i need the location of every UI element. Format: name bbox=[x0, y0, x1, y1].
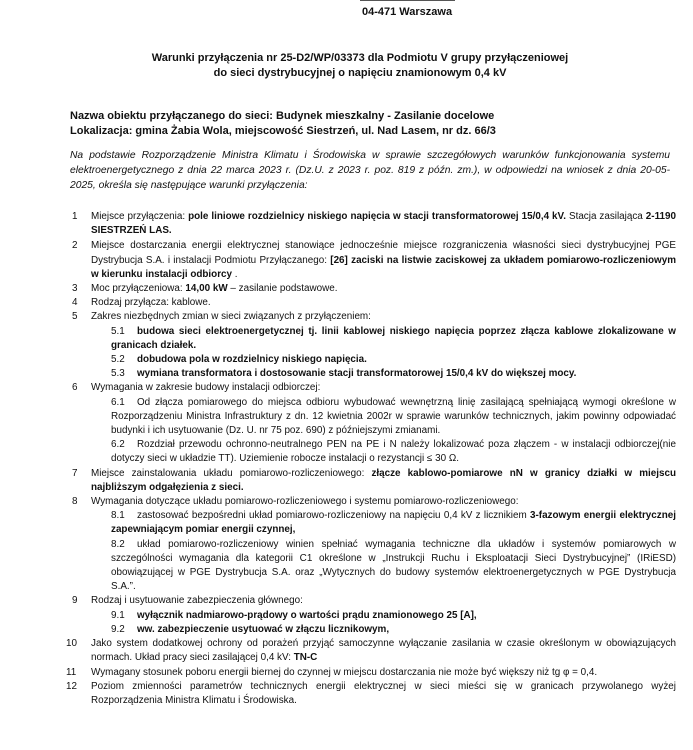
sub-item bbox=[91, 367, 676, 381]
station-name: 2-1190 SIESTRZEŃ LAS. bbox=[91, 211, 676, 237]
list-item bbox=[72, 594, 676, 637]
item-text: Miejsce dostarczania energii elektrycznej stanowiące jednocześnie miejsce rozgraniczenia własności sieci dystrybucyjnej PGE Dystrybucja S.A. i instalacji Podmiotu Przyłączanego: bbox=[91, 240, 676, 266]
sub-item-text: zastosować bezpośredni układ pomiarowo-rozliczeniowy na napięciu 0,4 kV z licznikiem bbox=[137, 510, 530, 522]
list-item bbox=[72, 282, 676, 296]
network-system: TN-C bbox=[293, 652, 318, 664]
sub-item-text: Rozdział przewodu ochronno-neutralnego PEN na PE i N należy lokalizować poza złączem - w instalacji odbiorczej(nie dotyczy sieci w układzie TT). Uziemienie robocze instalacji o rezystancji ≤ 30 Ω. bbox=[111, 439, 676, 465]
item-text: Rodzaj i usytuowanie zabezpieczenia głównego: bbox=[91, 595, 303, 607]
sub-item-number: 5.3 bbox=[111, 368, 125, 380]
item-number: 11 bbox=[66, 666, 77, 678]
connection-power: 14,00 kW bbox=[185, 283, 228, 295]
list-item bbox=[72, 296, 676, 310]
sub-item-text: wyłącznik nadmiarowo-prądowy o wartości prądu znamionowego 25 [A], bbox=[137, 609, 477, 621]
object-location-value: gmina Żabia Wola, miejscowość Siestrzeń, ul. Nad Lasem, nr dz. 66/3 bbox=[135, 125, 496, 137]
sub-item bbox=[91, 438, 676, 466]
sub-item bbox=[91, 623, 676, 637]
list-item bbox=[66, 666, 676, 680]
list-item bbox=[72, 381, 676, 466]
list-item bbox=[72, 239, 676, 282]
address-underline bbox=[360, 0, 455, 1]
object-name-value: Budynek mieszkalny - Zasilanie docelowe bbox=[276, 110, 495, 122]
item-text: Wymagania w zakresie budowy instalacji odbiorczej: bbox=[91, 382, 321, 394]
item-number: 6 bbox=[72, 382, 78, 394]
item-text: Poziom zmienności parametrów technicznych energii elektrycznej w sieci mieści się w granicach przywolanego wyżej Rozporządzenia Ministra Klimatu i Środowiska. bbox=[91, 680, 676, 706]
list-item bbox=[72, 210, 676, 238]
sub-item bbox=[91, 396, 676, 439]
document-title-line-2: do sieci dystrybucyjnej o napięciu znamionowym 0,4 kV bbox=[213, 67, 507, 79]
item-text-bold: [26] zaciski na listwie zaciskowej za układem pomiarowo-rozliczeniowym w kierunku instalacji odbiorcy bbox=[91, 254, 676, 280]
item-text: Stacja zasilająca bbox=[565, 211, 646, 222]
list-item bbox=[72, 467, 676, 495]
sub-item-text: dobudowa pola w rozdzielnicy niskiego napięcia. bbox=[137, 354, 367, 366]
sub-item bbox=[91, 538, 676, 595]
sub-item-text: wymiana transformatora i dostosowanie stacji transformatorowej 15/0,4 kV do większej mocy. bbox=[137, 368, 577, 380]
sub-item-number: 8.1 bbox=[111, 510, 125, 522]
object-location-label: Lokalizacja: bbox=[70, 125, 133, 137]
document-title-line-1: Warunki przyłączenia nr 25-D2/WP/03373 dla Podmiotu V grupy przyłączeniowej bbox=[151, 52, 569, 64]
item-text: Wymagania dotyczące układu pomiarowo-rozliczeniowego i systemu pomiarowo-rozliczeniowego: bbox=[91, 496, 519, 508]
sub-item bbox=[91, 609, 676, 623]
list-item bbox=[72, 495, 676, 594]
sub-item-text: Od złącza pomiarowego do miejsca odbioru wybudować wewnętrzną linię zasilającą spełniającą wymogi określone w Rozporządzeniu Ministra Infrastruktury z dn. 12 kwietnia 2002r w sprawie warunków technicznych, jakim powinny odpowiadać budynki i ich usytuowanie (Dz. U. nr 75 poz. 690) z późniejszymi zmianami. bbox=[111, 396, 676, 437]
item-text-bold: złącze kablowo-pomiarowe nN w granicy działki w miejscu najbliższym odgałęzienia z sieci. bbox=[91, 467, 676, 493]
object-name-label: Nazwa obiektu przyłączanego do sieci: bbox=[70, 110, 273, 122]
sub-item-number: 8.2 bbox=[111, 538, 125, 550]
item-number: 5 bbox=[72, 311, 78, 323]
sub-item bbox=[91, 353, 676, 367]
sub-item-text: układ pomiarowo-rozliczeniowy winien spełniać wymagania techniczne dla układów i systemów pomiarowych w szczególności wymagania dla kategorii C1 określone w „Instrukcji Ruchu i Eksploatacji Sieci Dystrybucyjnej” (IRiESD) obowiązującej w PGE Dystrybucja S.A. oraz „Wytycznych do budowy systemów elektroenergetycznych w PGE Dystrybucja S.A.”. bbox=[111, 538, 676, 593]
item-number: 2 bbox=[72, 240, 78, 252]
item-number: 3 bbox=[72, 283, 78, 295]
sub-item-number: 9.2 bbox=[111, 623, 125, 635]
item-number: 7 bbox=[72, 467, 78, 479]
sub-item-text: ww. zabezpieczenie usytuować w złączu licznikowym, bbox=[137, 623, 390, 635]
item-number: 4 bbox=[72, 297, 78, 309]
item-text: Miejsce przyłączenia: bbox=[91, 211, 189, 222]
item-number: 8 bbox=[72, 496, 78, 508]
item-text: Moc przyłączeniowa: bbox=[91, 283, 186, 295]
sub-item-number: 5.1 bbox=[111, 325, 125, 337]
sub-item bbox=[91, 509, 676, 537]
sub-item-number: 6.1 bbox=[111, 396, 125, 408]
sub-item-text-bold: 3-fazowym energii elektrycznej zapewniającym pomiar energii czynnej, bbox=[111, 510, 676, 536]
legal-basis-paragraph: Na podstawie Rozporządzenie Ministra Klimatu i Środowiska w sprawie szczegółowych warunków funkcjonowania systemu elektroenergetycznego z dnia 22 marca 2023 r. (Dz.U. z 2023 r. poz. 819 z późn. zm.), w odpowiedzi na wniosek z dnia 20-05-2025, określa się następujące warunki przyłączenia: bbox=[70, 150, 670, 191]
list-item bbox=[66, 680, 676, 708]
item-text-bold: pole liniowe rozdzielnicy niskiego napięcia w stacji transformatorowej 15/0,4 kV. bbox=[188, 211, 566, 222]
item-text: Rodzaj przyłącza: kablowe. bbox=[91, 297, 211, 309]
recipient-address-city: 04-471 Warszawa bbox=[362, 6, 453, 18]
sub-item-number: 5.2 bbox=[111, 354, 125, 366]
item-text: . bbox=[232, 268, 238, 280]
sub-item bbox=[91, 325, 676, 353]
list-item bbox=[66, 637, 676, 665]
item-text: Miejsce zainstalowania układu pomiarowo-rozliczeniowego: bbox=[91, 467, 372, 479]
sub-item-number: 9.1 bbox=[111, 609, 125, 621]
item-number: 10 bbox=[66, 638, 77, 650]
item-text: Zakres niezbędnych zmian w sieci związanych z przyłączeniem: bbox=[91, 311, 371, 323]
item-text: Wymagany stosunek poboru energii biernej do czynnej w miejscu dostarczania nie może być większy niż tg φ = 0,4. bbox=[91, 666, 598, 678]
item-number: 12 bbox=[66, 680, 77, 692]
item-text: – zasilanie podstawowe. bbox=[227, 283, 338, 295]
item-number: 9 bbox=[72, 595, 78, 607]
conditions-list bbox=[66, 210, 676, 708]
list-item bbox=[72, 310, 676, 381]
sub-item-text: budowa sieci elektroenergetycznej tj. linii kablowej niskiego napięcia poprzez złącza kablowe zlokalizowane w granicach działek. bbox=[111, 325, 676, 351]
sub-item-number: 6.2 bbox=[111, 439, 125, 451]
item-number: 1 bbox=[72, 211, 78, 222]
object-location bbox=[70, 123, 670, 140]
item-text: Jako system dodatkowej ochrony od porażeń przyjąć samoczynne wyłączanie zasilania w czasie określonym w obowiązujących normach. Układ pracy sieci zasilającej 0,4 kV: bbox=[91, 638, 676, 664]
